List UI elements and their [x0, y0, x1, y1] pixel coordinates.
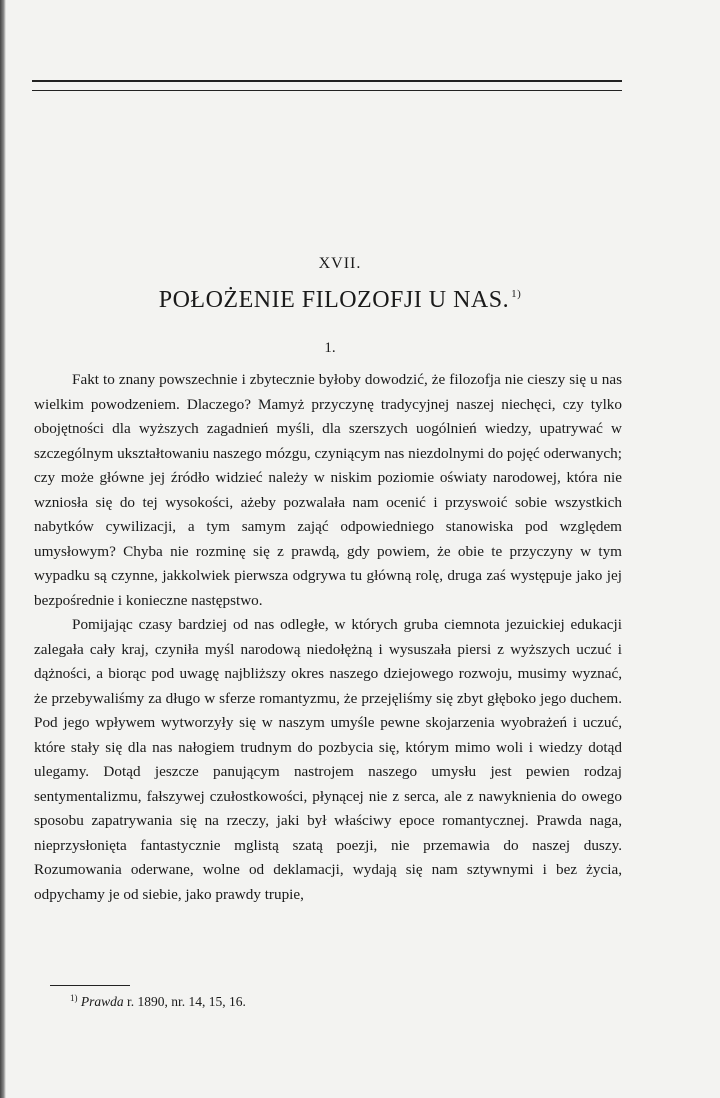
- paragraph: Fakt to znany powszechnie i zbytecznie byłoby dowodzić, że filozofja nie cieszy się u nas wielkim powodzeniem. Dlaczego? Mamyż przyczynę tradycyjnej naszej niechęci, czy tylko obojętności dla wyższych zagadnień myśli, dla szerszych uogólnień wiedzy, upatrywać w szczególnym ukształtowaniu naszego mózgu, czyniącym nas niezdolnymi do pojęć oderwanych; czy może główne jej źródło widzieć należy w niskim poziomie oświaty narodowej, która nie wzniosła się do tej wysokości, ażeby pozwalała nam ocenić i przyswoić sobie wszystkich nabytków cywilizacji, a tym samym zająć odpowiedniego stanowiska pod względem umysłowym? Chyba nie rozminę się z prawdą, gdy powiem, że obie te przyczyny w tym wypadku są czynne, jakkolwiek pierwsza odgrywa tu główną rolę, druga zaś występuje jako jej bezpośrednie i konieczne następstwo.: [34, 371, 622, 609]
- footnote-citation: r. 1890, nr. 14, 15, 16.: [127, 994, 246, 1009]
- chapter-title: [0, 287, 680, 314]
- page-gutter-shadow: [0, 0, 6, 1098]
- footnote-mark: 1): [70, 993, 78, 1003]
- header-rule: [32, 80, 622, 82]
- footnote: [70, 993, 570, 1010]
- header-rule-thin: [32, 90, 622, 91]
- footnote-reference: 1): [511, 288, 522, 300]
- chapter-title-text: POŁOŻENIE FILOZOFJI U NAS.: [158, 287, 510, 313]
- paragraph: Pomijając czasy bardziej od nas odległe, w których gruba ciemnota jezuickiej edukacji zalegała cały kraj, czyniła myśl narodową niedołężną i wysuszała piersi z wyższych uczuć i dążności, a biorąc pod uwagę najbliższy okres naszego dziejowego rozwoju, musimy wyznać, że przebywaliśmy za długo w sferze romantyzmu, że przejęliśmy się zbyt głęboko jego duchem. Pod jego wpływem wytworzyły się w naszym umyśle pewne skojarzenia wyobrażeń i uczuć, które stały się dla nas nałogiem trudnym do pozbycia się, którym mimo woli i wiedzy dotąd ulegamy. Dotąd jeszcze panującym nastrojem naszego umysłu jest pewien rodzaj sentymentalizmu, fałszywej czułostkowości, płynącej nie z serca, ale z nawyknienia do owego sposobu zapatrywania się na rzeczy, jaki był właściwy epoce romantycznej. Prawda naga, nieprzysłonięta fantastycznie mglistą szatą poezji, nie przemawia do naszej duszy. Rozumowania oderwane, wolne od deklamacji, wydają się nam sztywnymi i bez życia, odpychamy je od siebie, jako prawdy trupie,: [34, 616, 622, 903]
- footnote-journal: Prawda: [80, 994, 124, 1009]
- footnote-rule: [50, 985, 130, 986]
- section-number: 1.: [324, 340, 336, 356]
- body-text: [34, 368, 622, 907]
- chapter-number: XVII.: [318, 255, 362, 272]
